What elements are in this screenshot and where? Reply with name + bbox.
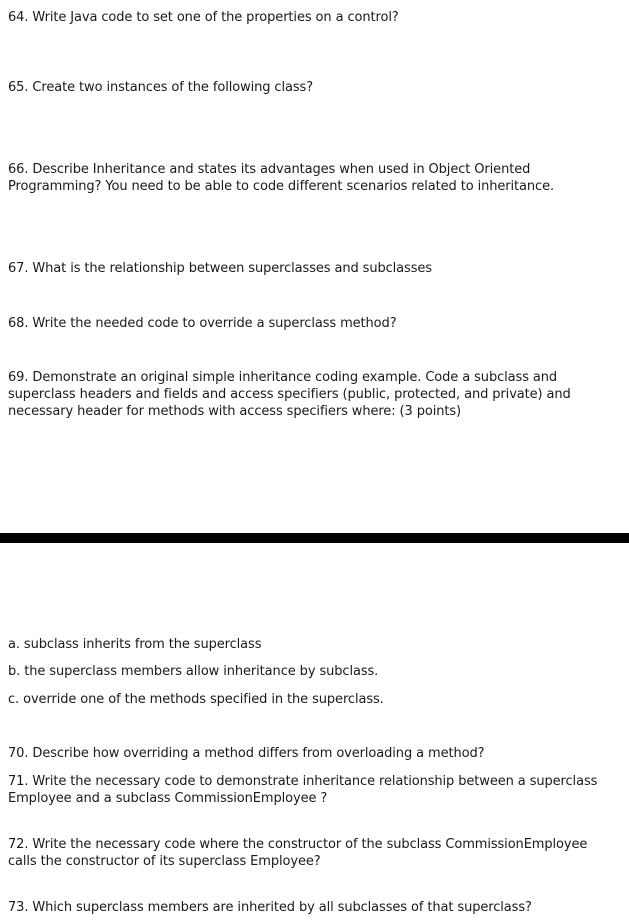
question-66: 66. Describe Inheritance and states its advantages when used in Object Oriented Programming? You need to be able to code different scenarios related to inheritance. [8,162,555,194]
subitem-b: b. the superclass members allow inheritance by subclass. [8,664,379,679]
subitem-c: c. override one of the methods specified in the superclass. [8,692,384,707]
question-72: 72. Write the necessary code where the constructor of the subclass CommissionEmployee calls the constructor of its superclass Employee? [8,837,588,869]
question-69: 69. Demonstrate an original simple inheritance coding example. Code a subclass and superclass headers and fields and access specifiers (public, protected, and private) and necessary header for methods with access specifiers where: (3 points) [8,370,571,419]
question-67: 67. What is the relationship between superclasses and subclasses [8,261,432,276]
question-64: 64. Write Java code to set one of the properties on a control? [8,10,399,25]
question-68: 68. Write the needed code to override a superclass method? [8,316,397,331]
question-71: 71. Write the necessary code to demonstrate inheritance relationship between a superclass Employee and a subclass CommissionEmployee ? [8,774,598,806]
subitem-a: a. subclass inherits from the superclass [8,637,262,652]
page-divider-bar [0,533,629,543]
question-65: 65. Create two instances of the following class? [8,80,314,95]
question-73: 73. Which superclass members are inherited by all subclasses of that superclass? [8,900,532,915]
question-70: 70. Describe how overriding a method differs from overloading a method? [8,746,485,761]
